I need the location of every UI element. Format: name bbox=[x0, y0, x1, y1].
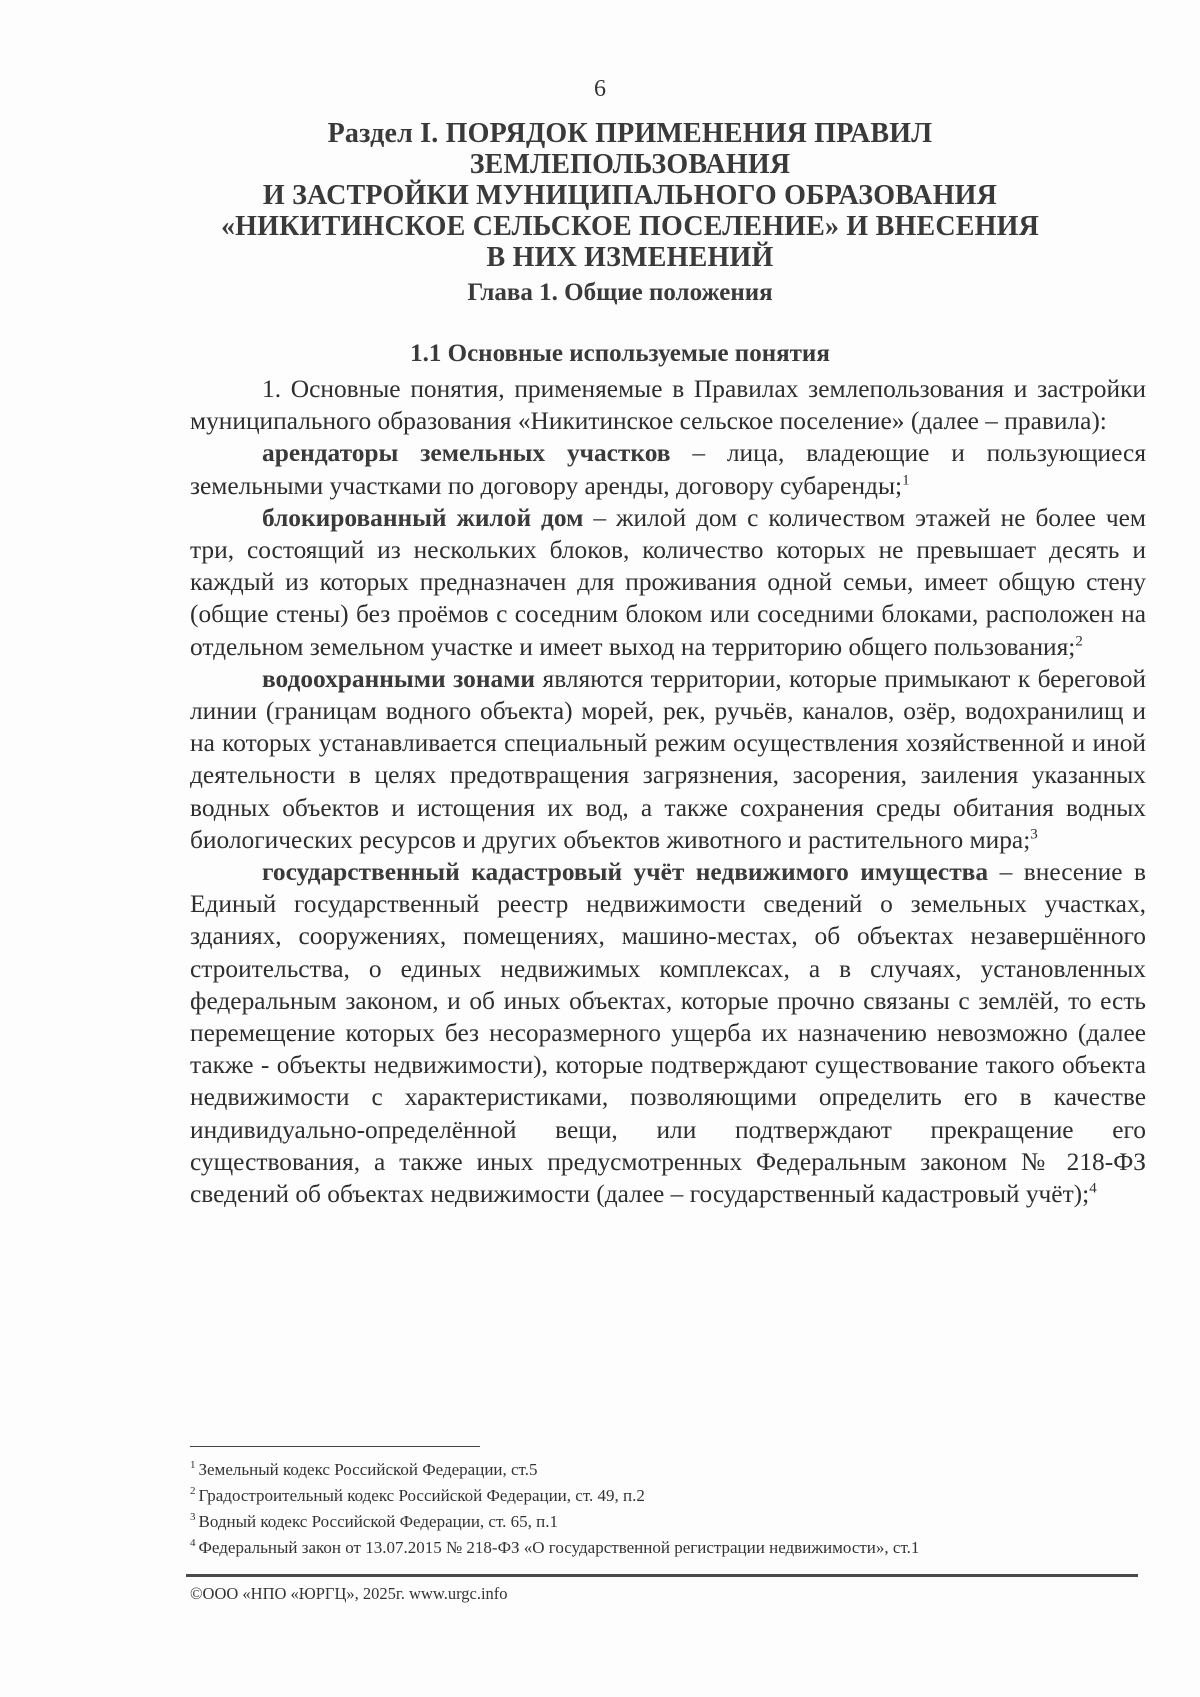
defined-term: государственный кадастровый учёт недвижимого имущества bbox=[262, 858, 989, 887]
defined-term: блокированный жилой дом bbox=[262, 503, 584, 532]
definition-paragraph bbox=[190, 502, 1146, 663]
footnote-ref: 2 bbox=[1075, 633, 1083, 650]
footnote bbox=[190, 1457, 1130, 1483]
footnote-text: Градостроительный кодекс Российской Федерации, ст. 49, п.2 bbox=[198, 1486, 645, 1505]
definition-paragraph bbox=[190, 663, 1146, 856]
section-title-line: И ЗАСТРОЙКИ МУНИЦИПАЛЬНОГО ОБРАЗОВАНИЯ bbox=[262, 180, 998, 211]
footnotes bbox=[190, 1457, 1130, 1561]
body-text bbox=[190, 373, 1146, 1210]
footnote-separator bbox=[190, 1446, 480, 1447]
section-title-line: В НИХ ИЗМЕНЕНИЙ bbox=[486, 242, 774, 273]
definition-text: – жилой дом с количеством этажей не более чем три, состоящий из нескольких блоков, количество которых не превышает десять и каждый из которых предназначен для проживания одной семьи, имеет общую стену (общие стены) без проёмов с соседним блоком или соседними блоками, расположен на отдельном земельном участке и имеет выход на территорию общего пользования; bbox=[190, 503, 1146, 661]
footnote-number: 2 bbox=[190, 1485, 196, 1498]
footer-separator bbox=[186, 1574, 1138, 1577]
footnote-ref: 3 bbox=[1030, 826, 1038, 843]
footnote-text: Федеральный закон от 13.07.2015 № 218-ФЗ «О государственной регистрации недвижимости», ст.1 bbox=[198, 1538, 920, 1557]
intro-paragraph: 1. Основные понятия, применяемые в Правилах землепользования и застройки муниципального образования «Никитинское сельское поселение» (далее – правила): bbox=[190, 375, 1146, 436]
page-number: 6 bbox=[594, 76, 606, 102]
defined-term: арендаторы земельных участков bbox=[262, 439, 671, 468]
footnote-number: 4 bbox=[190, 1537, 196, 1550]
definition-text: являются территории, которые примыкают к береговой линии (границам водного объекта) морей, рек, ручьёв, каналов, озёр, водохранилищ и на которых устанавливается специальный режим осуществления хозяйственной и иной деятельности в целях предотвращения загрязнения, засорения, заиления указанных водных объектов и истощения их вод, а также сохранения среды обитания водных биологических ресурсов и других объектов животного и растительного мира; bbox=[190, 664, 1146, 854]
section-title-line: Раздел I. ПОРЯДОК ПРИМЕНЕНИЯ ПРАВИЛ ЗЕМЛЕПОЛЬЗОВАНИЯ bbox=[327, 118, 933, 180]
defined-term: водоохранными зонами bbox=[262, 664, 536, 693]
section-title bbox=[180, 118, 1080, 273]
footnote-ref: 1 bbox=[902, 472, 910, 489]
footnote bbox=[190, 1483, 1130, 1509]
footnote-ref: 4 bbox=[1089, 1180, 1097, 1197]
footnote-number: 1 bbox=[190, 1459, 196, 1472]
definition-paragraph bbox=[190, 437, 1146, 501]
chapter-title: Глава 1. Общие положения bbox=[467, 279, 773, 306]
footer-copyright: ©ООО «НПО «ЮРГЦ», 2025г. www.urgc.info bbox=[190, 1584, 508, 1603]
footnote-number: 3 bbox=[190, 1511, 196, 1524]
footnote-text: Водный кодекс Российской Федерации, ст. 65, п.1 bbox=[198, 1512, 558, 1531]
footnote-text: Земельный кодекс Российской Федерации, ст.5 bbox=[198, 1460, 538, 1479]
definition-text: – лица, владеющие и пользующиеся земельными участками по договору аренды, договору субаренды; bbox=[190, 439, 1146, 500]
footnote bbox=[190, 1509, 1130, 1535]
section-title-line: «НИКИТИНСКОЕ СЕЛЬСКОЕ ПОСЕЛЕНИЕ» И ВНЕСЕНИЯ bbox=[220, 211, 1040, 242]
definition-text: – внесение в Единый государственный реестр недвижимости сведений о земельных участках, зданиях, сооружениях, помещениях, машино-местах, об объектах незавершённого строительства, о единых недвижимых комплексах, а в случаях, установленных федеральным законом, и об иных объектах, которые прочно связаны с землёй, то есть перемещение которых без несоразмерного ущерба их назначению невозможно (далее также - объекты недвижимости), которые подтверждают существование такого объекта недвижимости с характеристиками, позволяющими определить его в качестве индивидуально-определённой вещи, или подтверждают прекращение его существования, а также иных предусмотренных Федеральным законом № 218-ФЗ сведений об объектах недвижимости (далее – государственный кадастровый учёт); bbox=[190, 858, 1146, 1209]
subsection-title: 1.1 Основные используемые понятия bbox=[410, 340, 830, 367]
definition-paragraph bbox=[190, 856, 1146, 1210]
footnote bbox=[190, 1535, 1130, 1561]
